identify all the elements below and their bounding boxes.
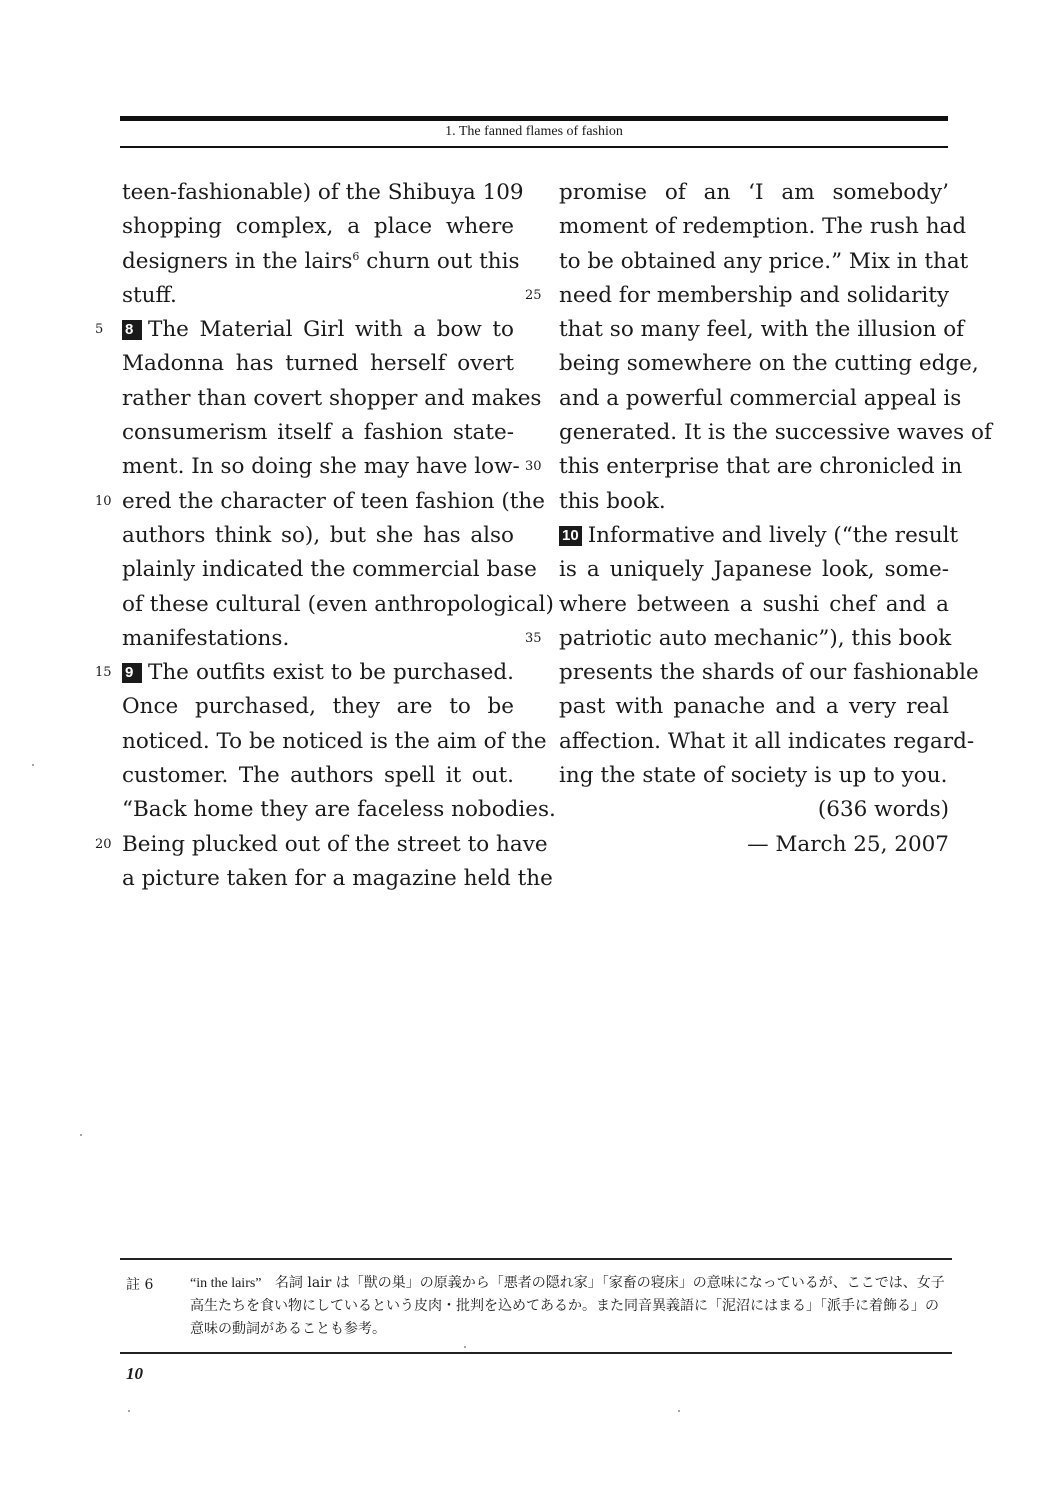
line-text: noticed. To be noticed is the aim of the	[122, 728, 547, 754]
line-text: where between a sushi chef and a	[559, 591, 949, 617]
line-number: 15	[95, 665, 112, 681]
text-line	[559, 382, 962, 416]
text-line	[122, 382, 542, 416]
text-line	[559, 759, 949, 793]
line-number: 5	[95, 322, 104, 338]
line-text: need for membership and solidarity	[559, 282, 950, 308]
text-line	[559, 416, 992, 450]
footnote-rule	[120, 1258, 952, 1260]
text-line	[559, 588, 949, 622]
line-text: authors think so), but she has also	[122, 522, 514, 548]
line-text: generated. It is the successive waves of	[559, 420, 992, 446]
text-line	[122, 793, 556, 827]
line-text: plainly indicated the commercial base	[122, 557, 537, 583]
scan-speck	[464, 1346, 466, 1348]
footnote-reference: 6	[352, 249, 360, 263]
text-line	[122, 588, 554, 622]
text-line	[122, 622, 514, 656]
line-text: patriotic auto mechanic”), this book	[559, 625, 952, 651]
line-text: shopping complex, a place where	[122, 214, 514, 240]
text-line	[525, 279, 950, 313]
text-line	[122, 725, 547, 759]
line-text: past with panache and a very real	[559, 694, 949, 720]
text-line	[559, 485, 949, 519]
page-number: 10	[126, 1364, 143, 1383]
line-text: affection. What it all indicates regard-	[559, 728, 975, 754]
running-head: 1. The fanned flames of fashion	[445, 124, 623, 139]
text-line	[559, 725, 975, 759]
line-text: (636 words)	[817, 797, 949, 823]
line-number: 10	[95, 493, 112, 509]
paragraph-number-badge: 10	[559, 526, 582, 546]
line-text: Informative and lively (“the result	[587, 522, 959, 548]
line-text: Madonna has turned herself overt	[122, 351, 514, 377]
line-text: and a powerful commercial appeal is	[559, 385, 962, 411]
text-line	[122, 210, 514, 244]
scan-speck	[80, 1134, 82, 1136]
text-line	[559, 245, 969, 279]
paragraph-number-badge: 8	[122, 320, 142, 340]
line-text: this book.	[559, 488, 666, 514]
text-line	[559, 176, 949, 210]
text-line	[122, 450, 520, 484]
text-line	[559, 690, 949, 724]
scan-speck	[678, 1410, 680, 1412]
line-text: is a uniquely Japanese look, some-	[559, 557, 949, 583]
line-number: 20	[95, 836, 112, 852]
line-text: this enterprise that are chronicled in	[559, 454, 963, 480]
line-text: Being plucked out of the street to have	[122, 831, 548, 857]
line-text: “Back home they are faceless nobodies.	[122, 797, 556, 823]
line-text: manifestations.	[122, 625, 290, 651]
header-rule	[120, 116, 948, 121]
text-line	[122, 759, 514, 793]
line-text: teen-fashionable) of the Shibuya 109	[122, 180, 524, 205]
header-rule	[120, 146, 948, 148]
text-line	[95, 313, 514, 347]
line-text: being somewhere on the cutting edge,	[559, 351, 979, 377]
line-text: Once purchased, they are to be	[122, 694, 514, 720]
footnote-mark: 註 6	[126, 1277, 154, 1293]
text-line	[559, 347, 979, 381]
line-text: The outfits exist to be purchased.	[148, 660, 514, 686]
scan-speck	[32, 764, 34, 766]
line-text: churn out this	[359, 248, 520, 274]
footnote-body: 名詞 lair は「獣の巣」の原義から「悪者の隠れ家」「家畜の寝床」の意味になっているが、ここでは、女子高生たちを食い物にしているという皮肉・批判を込めてあるか。また同音異義語に「泥沼にはまる」「派手に着飾る」の意味の動詞があることも参考。	[190, 1275, 945, 1337]
text-line	[559, 828, 949, 862]
text-line	[559, 553, 949, 587]
text-line	[559, 210, 967, 244]
line-text: moment of redemption. The rush had	[559, 214, 967, 240]
line-number: 30	[525, 459, 542, 475]
line-number: 35	[525, 630, 542, 646]
line-number: 25	[525, 287, 542, 303]
line-text: that so many feel, with the illusion of	[559, 317, 965, 343]
line-text: ered the character of teen fashion (the	[122, 488, 545, 514]
paragraph-number-badge: 9	[122, 663, 142, 683]
text-line	[95, 656, 514, 690]
scan-speck	[128, 1410, 130, 1412]
text-line	[559, 793, 949, 827]
footnote-term: “in the lairs”	[190, 1276, 262, 1291]
text-line	[95, 485, 545, 519]
text-line	[122, 690, 514, 724]
line-text: stuff.	[122, 282, 177, 308]
text-line	[559, 313, 965, 347]
line-text: ment. In so doing she may have low-	[122, 454, 520, 480]
text-line	[122, 553, 537, 587]
line-text: — March 25, 2007	[747, 831, 949, 857]
line-text: of these cultural (even anthropological)	[122, 591, 554, 617]
footnote-text	[190, 1272, 952, 1341]
text-line	[122, 862, 553, 896]
text-line	[559, 656, 979, 690]
text-line	[95, 828, 548, 862]
line-text: ing the state of society is up to you.	[559, 763, 948, 789]
text-line	[122, 416, 514, 450]
line-text: promise of an ‘I am somebody’	[559, 180, 949, 205]
right-text-column	[525, 176, 992, 862]
text-line	[122, 245, 520, 279]
line-text: a picture taken for a magazine held the	[122, 865, 553, 891]
text-line	[122, 176, 524, 210]
line-text: customer. The authors spell it out.	[122, 763, 514, 789]
line-text: to be obtained any price.” Mix in that	[559, 248, 969, 274]
line-text: designers in the lairs	[122, 248, 353, 274]
text-line	[525, 450, 963, 484]
text-line	[122, 519, 514, 553]
footnote-rule	[120, 1352, 952, 1354]
text-line	[122, 347, 514, 381]
line-text: rather than covert shopper and makes	[122, 385, 542, 411]
text-line	[525, 622, 952, 656]
line-text: consumerism itself a fashion state-	[122, 420, 514, 446]
line-text: presents the shards of our fashionable	[559, 660, 979, 686]
line-text: The Material Girl with a bow to	[148, 317, 514, 343]
text-line	[122, 279, 514, 313]
text-line	[559, 519, 959, 553]
